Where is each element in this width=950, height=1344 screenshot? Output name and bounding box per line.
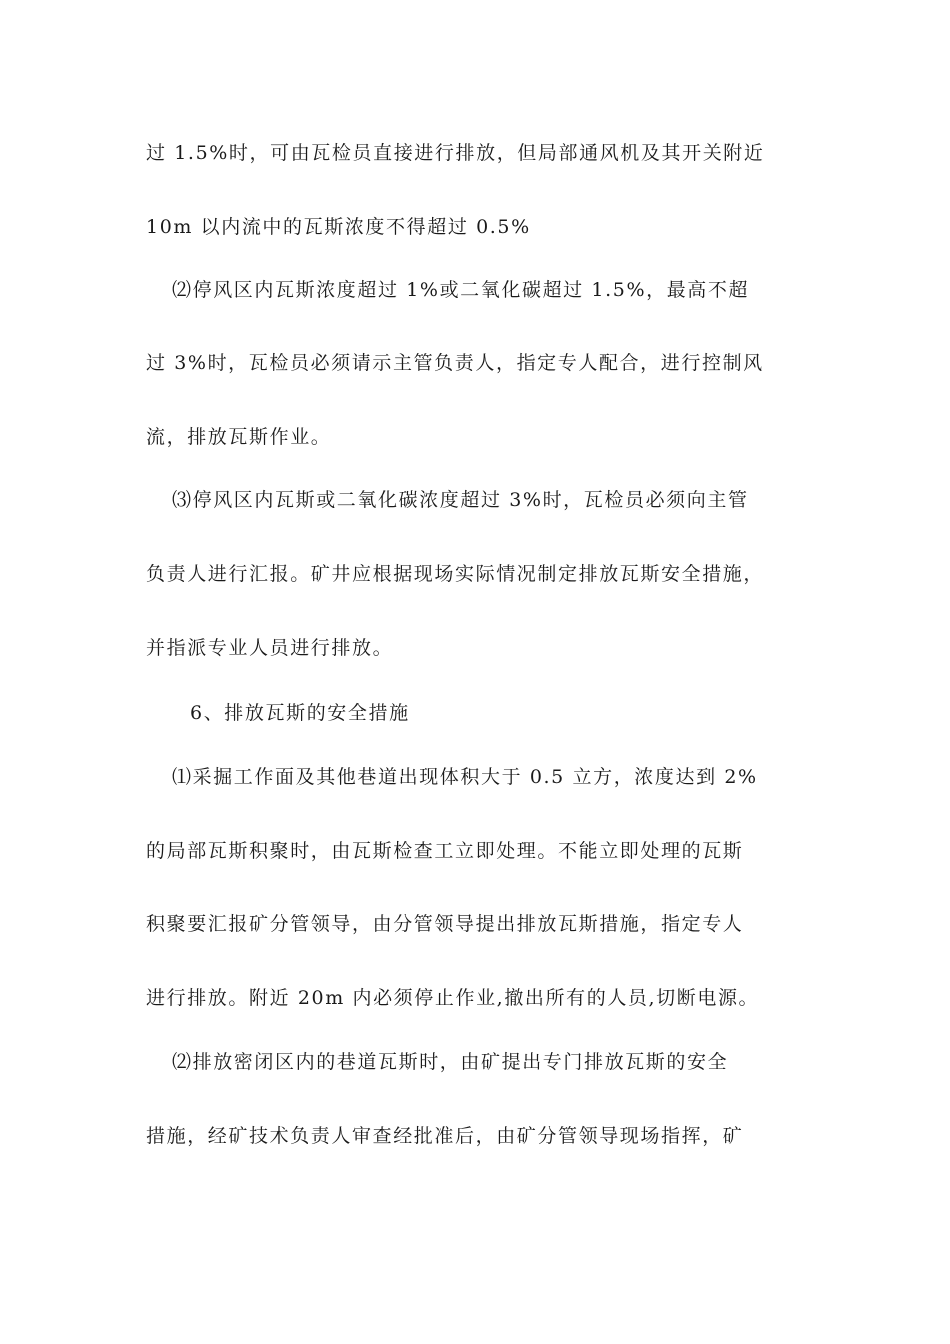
paragraph-start: ⑵排放密闭区内的巷道瓦斯时，由矿提出专门排放瓦斯的安全 (172, 1051, 729, 1073)
text-line: 流，排放瓦斯作业。 (146, 426, 332, 448)
section-heading: 6、排放瓦斯的安全措施 (190, 702, 410, 724)
text-line: 进行排放。附近 20m 内必须停止作业,撤出所有的人员,切断电源。 (146, 987, 760, 1009)
text-line: 积聚要汇报矿分管领导，由分管领导提出排放瓦斯措施，指定专人 (146, 913, 744, 935)
text-line: 措施，经矿技术负责人审查经批准后，由矿分管领导现场指挥，矿 (146, 1125, 744, 1147)
text-line: 的局部瓦斯积聚时，由瓦斯检查工立即处理。不能立即处理的瓦斯 (146, 840, 744, 862)
paragraph-start: ⑴采掘工作面及其他巷道出现体积大于 0.5 立方，浓度达到 2% (172, 766, 758, 788)
paragraph-start: ⑵停风区内瓦斯浓度超过 1%或二氧化碳超过 1.5%，最高不超 (172, 279, 750, 301)
text-line: 10m 以内流中的瓦斯浓度不得超过 0.5% (146, 216, 531, 238)
paragraph-start: ⑶停风区内瓦斯或二氧化碳浓度超过 3%时，瓦检员必须向主管 (172, 489, 749, 511)
text-line: 过 1.5%时，可由瓦检员直接进行排放，但局部通风机及其开关附近 (146, 142, 765, 164)
text-line: 并指派专业人员进行排放。 (146, 637, 394, 659)
text-line: 过 3%时，瓦检员必须请示主管负责人，指定专人配合，进行控制风 (146, 352, 764, 374)
text-line: 负责人进行汇报。矿井应根据现场实际情况制定排放瓦斯安全措施， (146, 563, 765, 585)
